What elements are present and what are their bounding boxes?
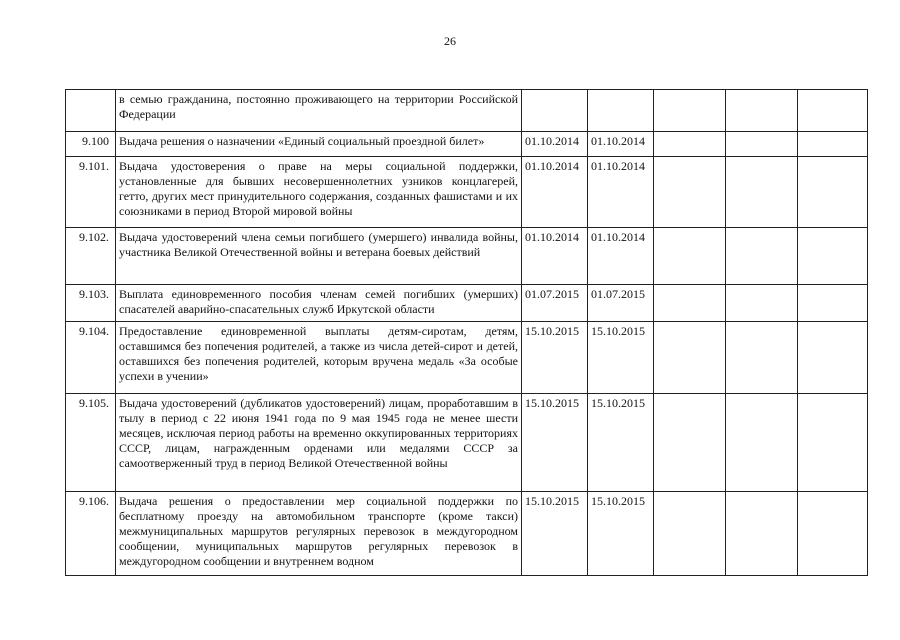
row-number: 9.100 [66, 132, 116, 157]
empty-cell [654, 132, 726, 157]
row-number: 9.103. [66, 285, 116, 322]
empty-cell [654, 157, 726, 228]
row-number: 9.104. [66, 322, 116, 394]
service-description: Выдача удостоверения о праве на меры социальной поддержки, установленные для бывших несовершеннолетних узников концлагерей, гетто, других мест принудительного содержания, созданных фашистами и их союзниками в период Второй мировой войны [116, 157, 522, 228]
start-date: 15.10.2015 [522, 322, 588, 394]
end-date: 15.10.2015 [588, 322, 654, 394]
empty-cell [654, 322, 726, 394]
end-date: 15.10.2015 [588, 492, 654, 576]
empty-cell [654, 492, 726, 576]
empty-cell [798, 322, 868, 394]
page-number: 26 [444, 34, 456, 48]
end-date: 01.07.2015 [588, 285, 654, 322]
table-row [66, 90, 868, 132]
empty-cell [726, 157, 798, 228]
empty-cell [726, 132, 798, 157]
empty-cell [726, 492, 798, 576]
row-number: 9.101. [66, 157, 116, 228]
end-date: 01.10.2014 [588, 228, 654, 285]
table-row [66, 132, 868, 157]
row-number: 9.106. [66, 492, 116, 576]
table-row [66, 322, 868, 394]
start-date: 15.10.2015 [522, 394, 588, 492]
table-row [66, 285, 868, 322]
start-date: 01.10.2014 [522, 132, 588, 157]
start-date: 01.10.2014 [522, 228, 588, 285]
service-description: Предоставление единовременной выплаты детям-сиротам, детям, оставшимся без попечения родителей, а также из числа детей-сирот и детей, оставшихся без попечения родителей, которым вручена медаль «За особые успехи в учении» [116, 322, 522, 394]
row-number: 9.102. [66, 228, 116, 285]
empty-cell [726, 285, 798, 322]
start-date [522, 90, 588, 132]
service-description: Выдача удостоверений (дубликатов удостоверений) лицам, проработавшим в тылу в период с 22 июня 1941 года по 9 мая 1945 года не менее шести месяцев, исключая период работы на временно оккупированных территориях СССР, лицам, награжденным орденами или медалями СССР за самоотверженный труд в период Великой Отечественной войны [116, 394, 522, 492]
empty-cell [726, 90, 798, 132]
empty-cell [798, 394, 868, 492]
empty-cell [726, 322, 798, 394]
empty-cell [654, 285, 726, 322]
service-description: Выдача решения о назначении «Единый социальный проездной билет» [116, 132, 522, 157]
start-date: 01.07.2015 [522, 285, 588, 322]
row-number [66, 90, 116, 132]
empty-cell [798, 285, 868, 322]
table-row [66, 157, 868, 228]
service-description: Выплата единовременного пособия членам семей погибших (умерших) спасателей аварийно-спасательных служб Иркутской области [116, 285, 522, 322]
empty-cell [798, 157, 868, 228]
empty-cell [654, 90, 726, 132]
services-table [65, 89, 868, 576]
row-number: 9.105. [66, 394, 116, 492]
empty-cell [798, 90, 868, 132]
service-description-text: Выдача решения о предоставлении мер социальной поддержки по бесплатному проезду на автомобильном транспорте (кроме такси) межмуниципальных маршрутов регулярных перевозок в междугородном сообщении, муниципальных маршрутов регулярных перевозок в междугородном сообщении и внутреннем водном [119, 494, 518, 568]
service-description: в семью гражданина, постоянно проживающего на территории Российской Федерации [116, 90, 522, 132]
service-description [116, 492, 522, 576]
empty-cell [798, 492, 868, 576]
empty-cell [798, 132, 868, 157]
end-date: 15.10.2015 [588, 394, 654, 492]
empty-cell [798, 228, 868, 285]
empty-cell [654, 394, 726, 492]
end-date [588, 90, 654, 132]
service-description: Выдача удостоверений члена семьи погибшего (умершего) инвалида войны, участника Великой Отечественной войны и ветерана боевых действий [116, 228, 522, 285]
start-date: 01.10.2014 [522, 157, 588, 228]
start-date: 15.10.2015 [522, 492, 588, 576]
end-date: 01.10.2014 [588, 157, 654, 228]
table-row [66, 394, 868, 492]
empty-cell [726, 228, 798, 285]
table-row [66, 228, 868, 285]
empty-cell [726, 394, 798, 492]
end-date: 01.10.2014 [588, 132, 654, 157]
empty-cell [654, 228, 726, 285]
table-row [66, 492, 868, 576]
